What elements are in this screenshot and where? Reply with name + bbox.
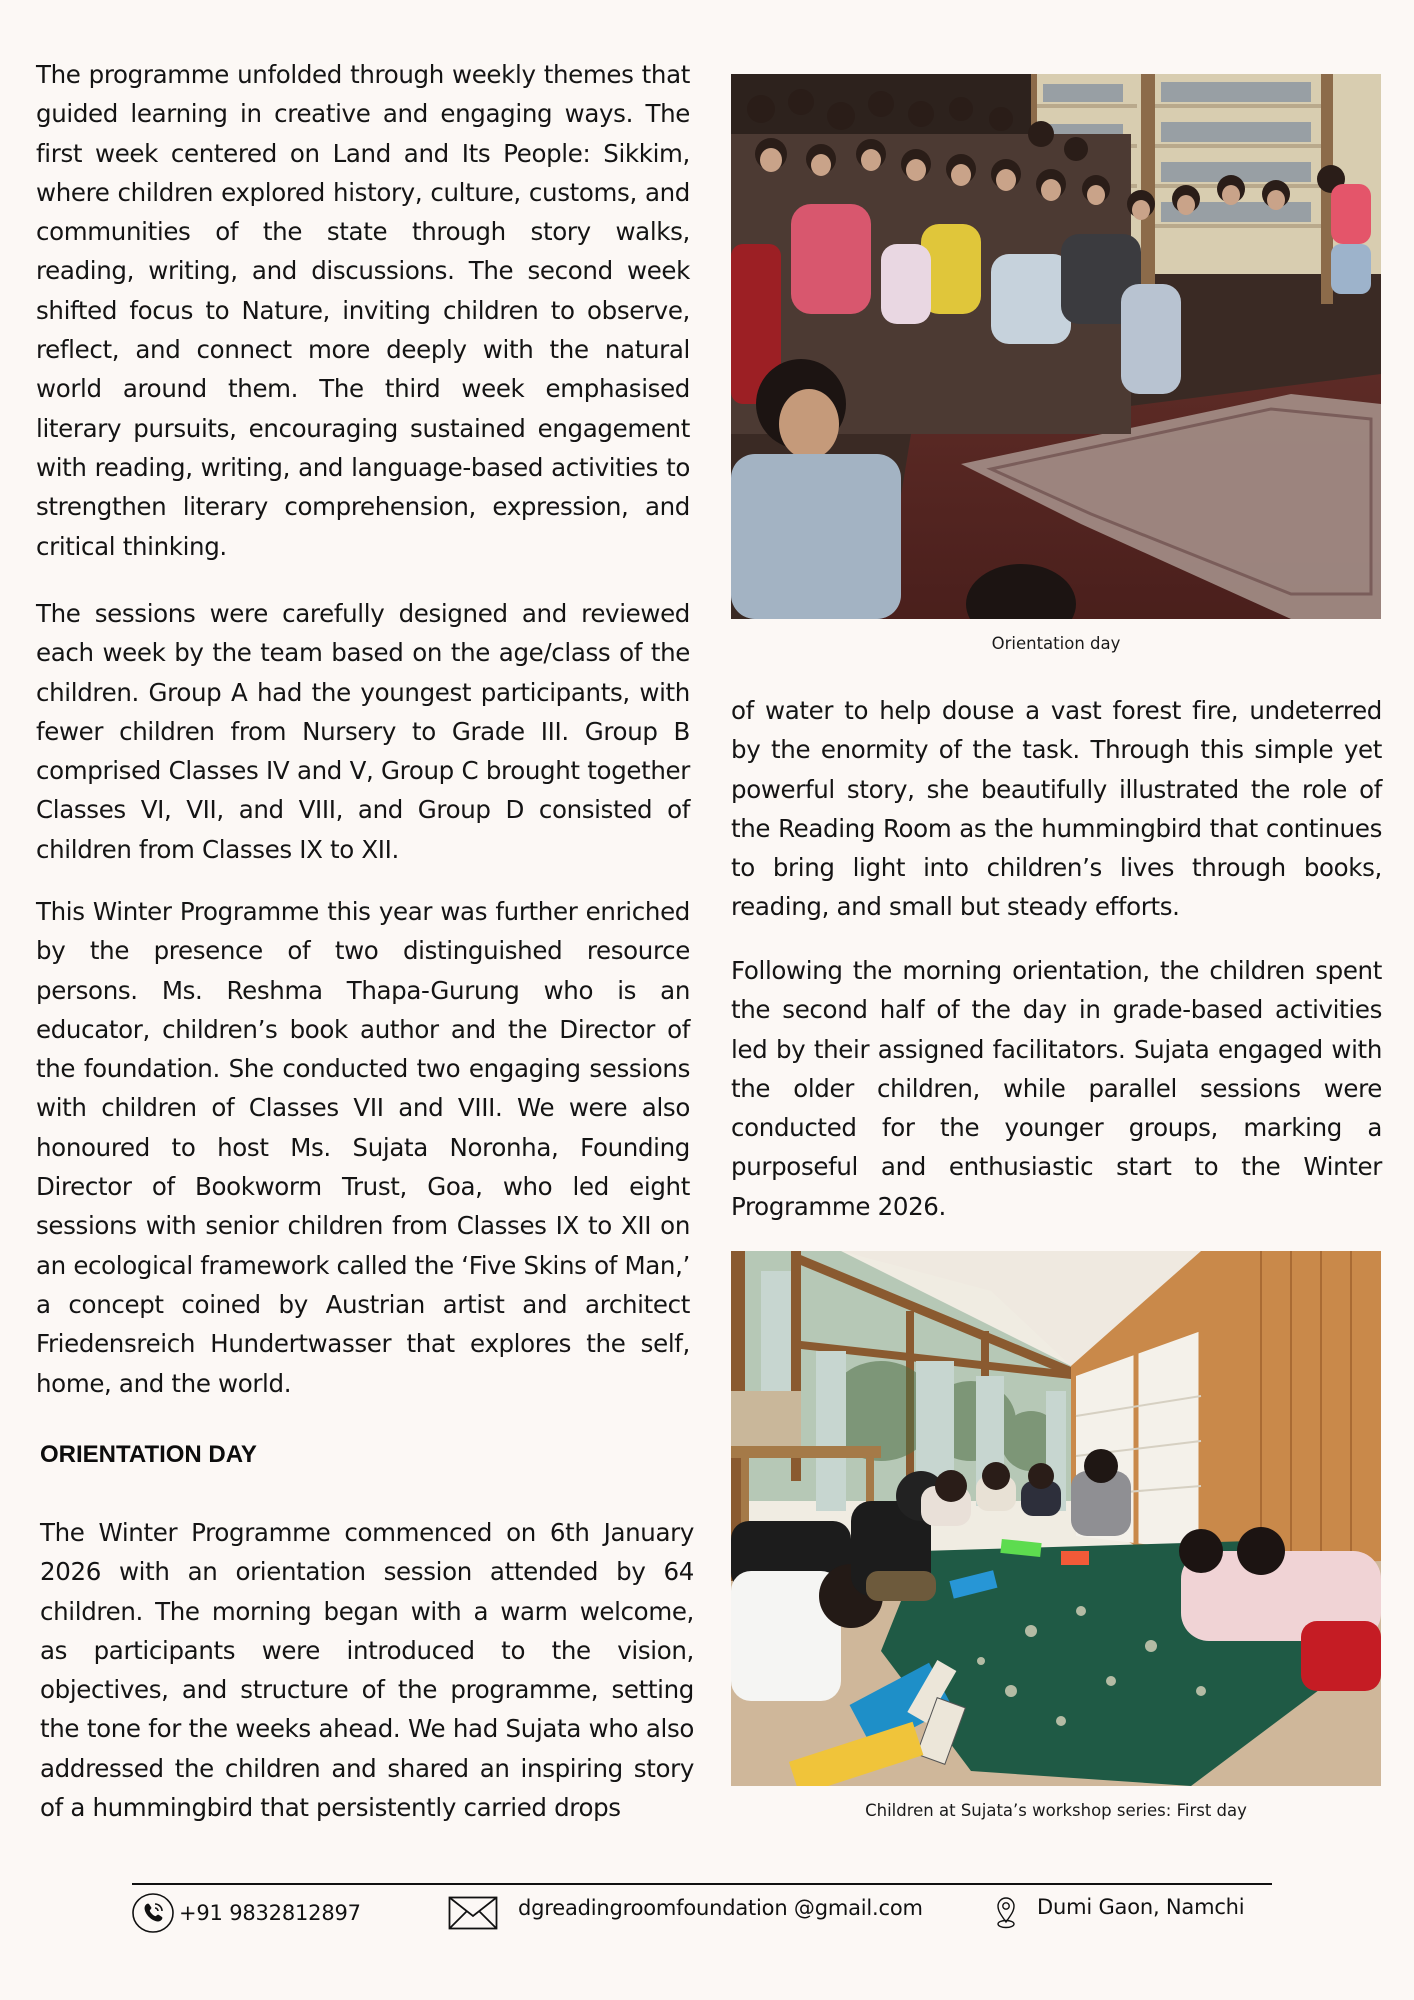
envelope-icon [448,1896,498,1930]
paragraph-resource-persons: This Winter Programme this year was further enriched by the presence of two distinguished resource persons. Ms. Reshma Thapa-Gurung who is an educator, children’s book author and the Director of the foundation. She conducted two engaging sessions with children of Classes VII and VIII. We were also honoured to host Ms. Sujata Noronha, Founding Director of Bookworm Trust, Goa, who led eight sessions with senior children from Classes IX to XII on an ecological framework called the ‘Five Skins of Man,’ a concept coined by Austrian artist and architect Friedensreich Hundertwasser that explores the self, home, and the world. [36,897,690,1398]
paragraph-hummingbird-story: of water to help douse a vast forest fire, undeterred by the enormity of the task. Through this simple yet powerful story, she beautifully illustrated the role of the Reading Room as the hummingbird that continues to bring light into children’s lives through books, reading, and small but steady efforts. [731,696,1382,922]
location-text: Dumi Gaon, Namchi [1037,1895,1245,1919]
footer-divider [132,1883,1272,1885]
intro-paragraph-weekly-themes: The programme unfolded through weekly themes that guided learning in creative and engaging ways. The first week centered on Land and Its People: Sikkim, where children explored history, culture, customs, and communities of the state through story walks, reading, writing, and discussions. The second week shifted focus to Nature, inviting children to observe, reflect, and connect more deeply with the natural world around them. The third week emphasised literary pursuits, encouraging sustained engagement with reading, writing, and language-based activities to strengthen literary comprehension, expression, and critical thinking. [36,60,690,561]
phone-number: +91 9832812897 [179,1901,361,1925]
paragraph-orientation-day: The Winter Programme commenced on 6th January 2026 with an orientation session attended by 64 children. The morning began with a warm welcome, as participants were introduced to the vision, objectives, and structure of the programme, setting the tone for the weeks ahead. We had Sujata who also addressed the children and shared an inspiring story of a hummingbird that persistently carried drops [40,1518,694,1823]
map-pin-icon [995,1896,1017,1930]
photo-workshop-first-day-icon [731,1251,1381,1786]
section-heading-orientation-day: ORIENTATION DAY [40,1441,257,1468]
footer-phone[interactable] [131,1893,361,1933]
email-address: dgreadingroomfoundation @gmail.com [518,1896,923,1920]
footer-location[interactable] [995,1893,1244,1933]
photo-caption-orientation-day: Orientation day [991,634,1121,653]
photo-orientation-day-icon [731,74,1381,619]
photo-caption-workshop-first-day: Children at Sujata’s workshop series: First day [865,1801,1247,1820]
phone-icon [131,1891,175,1935]
workshop-first-day-photo [731,1251,1381,1786]
paragraph-session-groups: The sessions were carefully designed and reviewed each week by the team based on the age/class of the children. Group A had the youngest participants, with fewer children from Nursery to Grade III. Group B comprised Classes IV and V, Group C brought together Classes VI, VII, and VIII, and Group D consisted of children from Classes IX to XII. [36,599,690,864]
orientation-day-photo [731,74,1381,619]
paragraph-afternoon-activities: Following the morning orientation, the children spent the second half of the day in grade-based activities led by their assigned facilitators. Sujata engaged with the older children, while parallel sessions were conducted for the younger groups, marking a purposeful and enthusiastic start to the Winter Programme 2026. [731,956,1382,1221]
footer-email[interactable] [448,1893,923,1933]
